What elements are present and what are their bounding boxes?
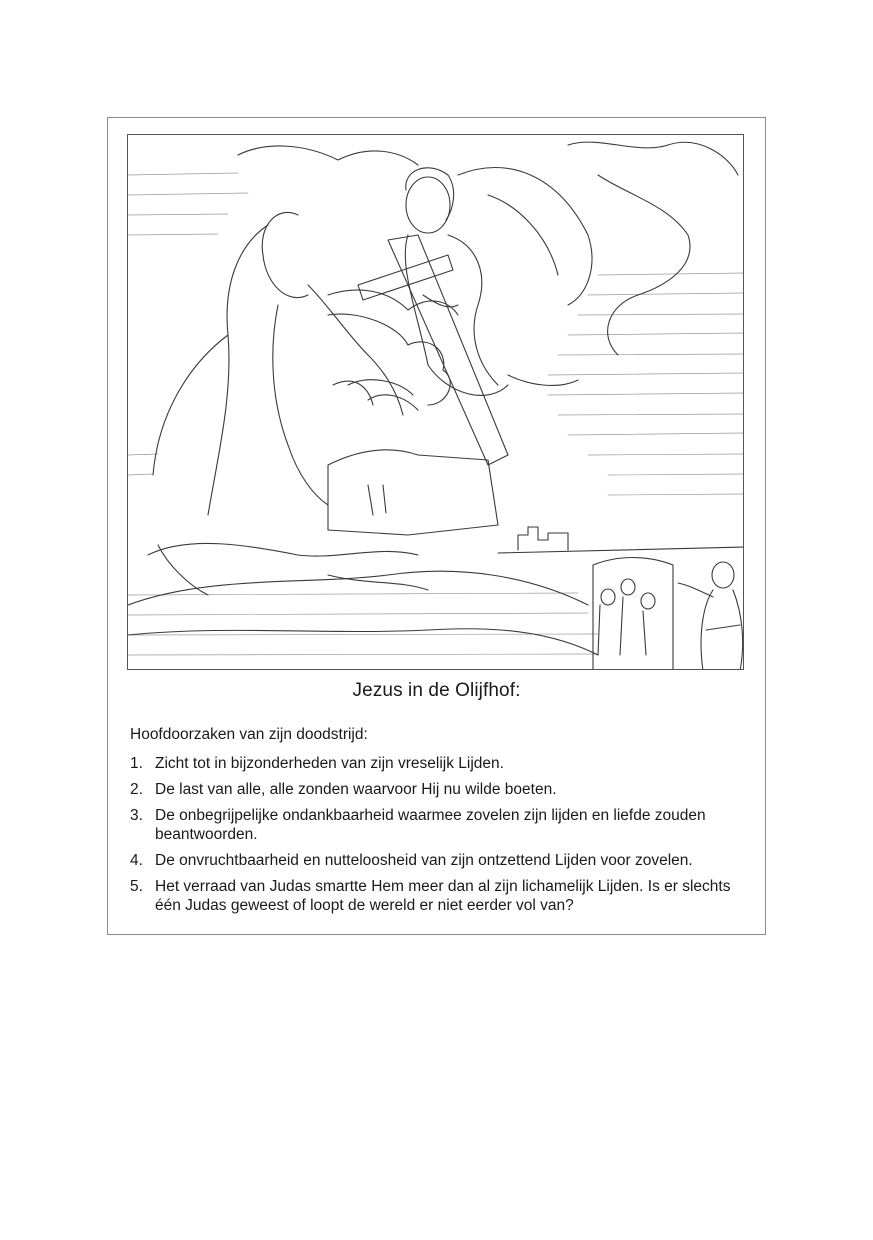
list-item-number: 4. bbox=[130, 852, 143, 869]
list-item bbox=[130, 877, 755, 915]
list-item bbox=[130, 780, 755, 799]
list-item bbox=[130, 851, 755, 870]
list-item-text: De last van alle, alle zonden waarvoor Hij nu wilde boeten. bbox=[155, 781, 557, 798]
list-item-number: 3. bbox=[130, 807, 143, 824]
illustration-caption: Jezus in de Olijfhof: bbox=[352, 680, 521, 701]
list-item-number: 5. bbox=[130, 878, 143, 895]
list-item-text: Het verraad van Judas smartte Hem meer dan al zijn lichamelijk Lijden. Is er slechts één Judas geweest of loopt de wereld er niet eerder vol van? bbox=[155, 878, 731, 914]
list-item-number: 1. bbox=[130, 755, 143, 772]
list-item bbox=[130, 806, 755, 844]
agony-in-garden-illustration bbox=[127, 134, 744, 670]
list-item-text: De onbegrijpelijke ondankbaarheid waarmee zovelen zijn lijden en liefde zouden beantwoorden. bbox=[155, 807, 706, 843]
list-item-text: De onvruchtbaarheid en nutteloosheid van zijn ontzettend Lijden voor zovelen. bbox=[155, 852, 693, 869]
list-item-number: 2. bbox=[130, 781, 143, 798]
intro-heading: Hoofdoorzaken van zijn doodstrijd: bbox=[130, 726, 368, 743]
list-item bbox=[130, 754, 755, 773]
list-item-text: Zicht tot in bijzonderheden van zijn vreselijk Lijden. bbox=[155, 755, 504, 772]
causes-list bbox=[130, 754, 755, 922]
content-card bbox=[107, 117, 766, 935]
